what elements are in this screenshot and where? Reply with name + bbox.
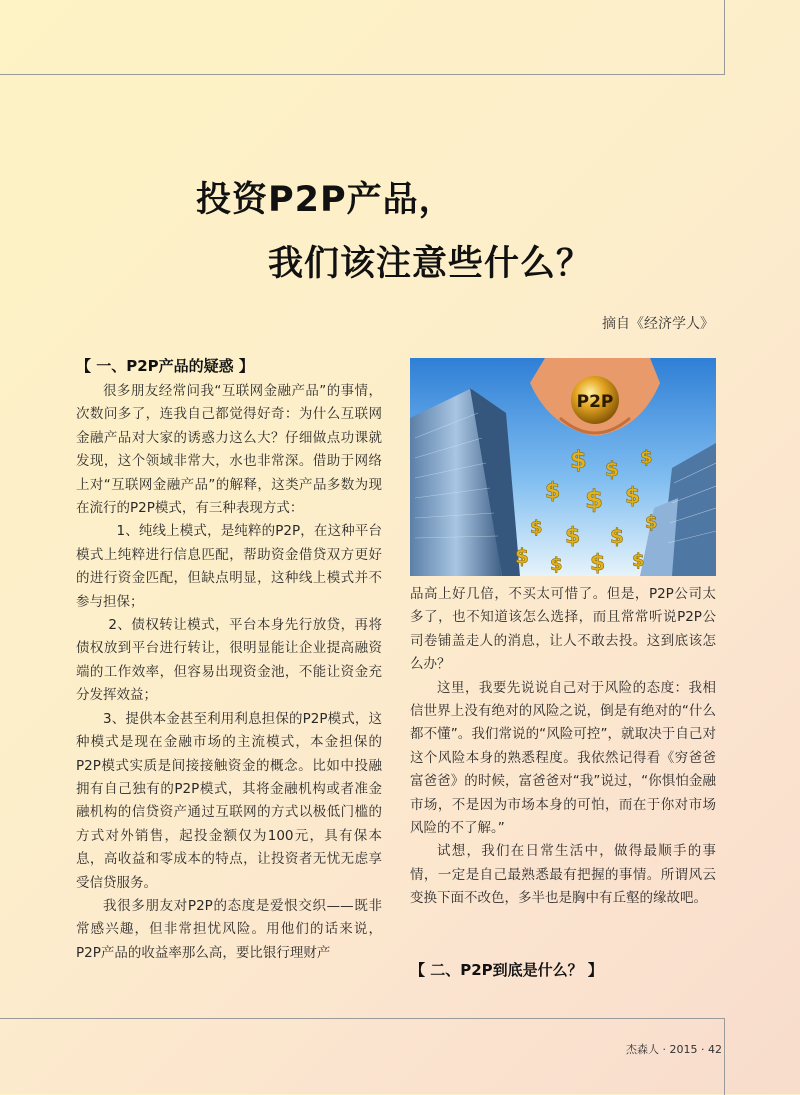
article-photo xyxy=(410,358,716,576)
ball-label: P2P xyxy=(576,392,614,412)
paragraph: 3、提供本金甚至利用利息担保的P2P模式，这种模式是现在金融市场的主流模式，本金担保的P2P模式实质是间接接触资金的概念。比如中投融拥有自己独有的P2P模式，其将金融机构或者准金融机构的信贷资产通过互联网的方式以极低门槛的方式对外销售，起投金额仅为100元，具有保本息，高收益和零成本的特点，让投资者无忧无虑享受信贷服务。 xyxy=(76,710,382,891)
svg-text:$: $ xyxy=(545,479,561,504)
left-column xyxy=(76,354,382,965)
svg-text:$: $ xyxy=(585,485,604,515)
svg-text:$: $ xyxy=(625,484,641,509)
page-footer: 杰森人 · 2015 · 42 xyxy=(626,1043,722,1056)
paragraph: 这里，我要先说说自己对于风险的态度：我相信世界上没有绝对的风险之说，倒是有绝对的“什么都不懂”。我们常说的“风险可控”，就取决于自己对这个风险本身的熟悉程度。我依然记得看《穷爸爸富爸爸》的时候，富爸爸对“我”说过，“你惧怕金融市场，不是因为市场本身的可怕，而在于你对市场风险的不了解。” xyxy=(410,679,716,837)
bottom-frame-line xyxy=(0,1018,725,1095)
top-frame-line xyxy=(0,0,725,75)
paragraph: 品高上好几倍，不买太可惜了。但是，P2P公司太多了，也不知道该怎么选择，而且常常听说P2P公司卷铺盖走人的消息，让人不敢去投。这到底该怎么办？ xyxy=(410,586,716,673)
svg-text:$: $ xyxy=(610,524,624,548)
svg-text:$: $ xyxy=(530,517,543,538)
svg-text:$: $ xyxy=(570,446,587,474)
article-title-line2: 我们该注意些什么？ xyxy=(268,244,593,284)
svg-text:$: $ xyxy=(640,447,653,468)
article-title-line1: 投资P2P产品， xyxy=(196,180,455,220)
paragraph: 1、纯线上模式，是纯粹的P2P，在这种平台模式上纯粹进行信息匹配，帮助资金借贷双方更好的进行资金匹配，但缺点明显，这种线上模式并不参与担保； xyxy=(76,523,382,610)
article-source: 摘自《经济学人》 xyxy=(602,316,714,332)
svg-text:$: $ xyxy=(632,550,645,571)
svg-text:$: $ xyxy=(515,544,529,568)
section-title-2: 【 二、P2P到底是什么？ 】 xyxy=(410,961,603,979)
right-column xyxy=(410,583,716,911)
svg-text:$: $ xyxy=(550,554,563,575)
paragraph: 很多朋友经常问我“互联网金融产品”的事情，次数问多了，连我自己都觉得好奇：为什么互联网金融产品对大家的诱惑力这么大？仔细做点功课就发现，这个领域非常大，水也非常深。借助于网络上对“互联网金融产品”的解释，这类产品多数为现在流行的P2P模式，有三种表现方式： xyxy=(76,383,382,517)
svg-text:$: $ xyxy=(590,551,606,576)
section-title-1: 【 一、P2P产品的疑惑 】 xyxy=(76,357,254,375)
paragraph: 我很多朋友对P2P的态度是爱恨交织——既非常感兴趣，但非常担忧风险。用他们的话来说，P2P产品的收益率那么高，要比银行理财产 xyxy=(76,897,382,961)
svg-text:$: $ xyxy=(645,512,658,533)
svg-text:$: $ xyxy=(565,524,581,549)
paragraph: 试想，我们在日常生活中，做得最顺手的事情，一定是自己最熟悉最有把握的事情。所谓风云变换下面不改色，多半也是胸中有丘壑的缘故吧。 xyxy=(410,843,716,907)
svg-text:$: $ xyxy=(605,457,619,481)
paragraph: 2、债权转让模式，平台本身先行放贷，再将债权放到平台进行转让，很明显能让企业提高融资端的工作效率，但容易出现资金池，不能让资金充分发挥效益； xyxy=(76,617,382,704)
